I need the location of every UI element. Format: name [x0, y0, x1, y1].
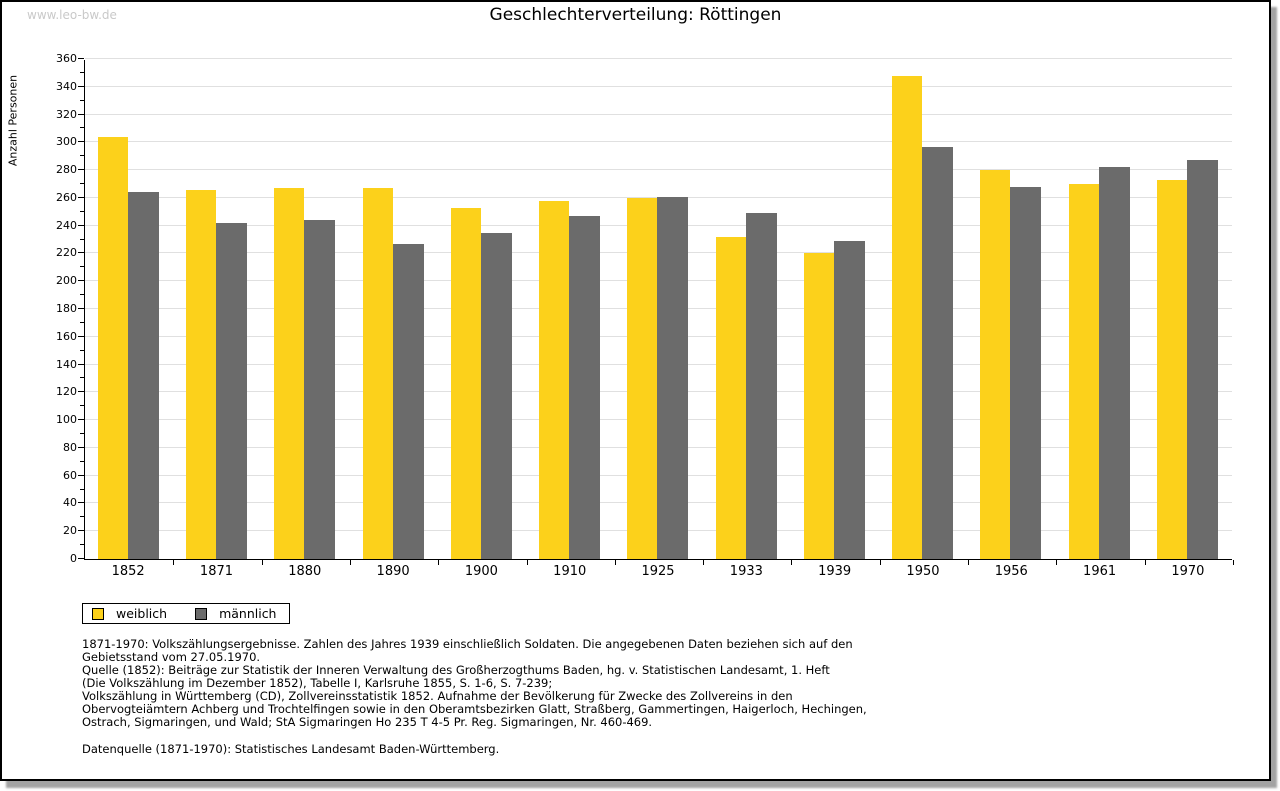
y-tick-label: 180	[56, 302, 77, 315]
bar-group-1933	[703, 60, 791, 559]
bar-weiblich-1925	[627, 198, 657, 559]
gridline	[85, 58, 1232, 59]
y-tick	[78, 197, 84, 198]
y-tick	[80, 461, 84, 462]
y-tick-label: 0	[70, 552, 77, 565]
y-tick	[80, 72, 84, 73]
x-tick-label: 1961	[1083, 564, 1117, 579]
y-tick	[80, 322, 84, 323]
y-tick-label: 220	[56, 246, 77, 260]
bar-weiblich-1880	[274, 188, 304, 559]
y-tick	[78, 475, 84, 476]
x-tick-label: 1956	[994, 564, 1028, 579]
x-axis-labels	[84, 564, 1232, 579]
y-tick-label: 80	[63, 440, 77, 454]
bar-weiblich-1910	[539, 201, 569, 559]
bar-weiblich-1939	[804, 253, 834, 559]
y-tick	[80, 239, 84, 240]
bar-männlich-1961	[1099, 167, 1130, 559]
y-tick	[78, 502, 84, 503]
bar-männlich-1871	[216, 223, 247, 559]
legend-label-maennlich: männlich	[219, 606, 277, 621]
bar-weiblich-1852	[98, 137, 128, 559]
y-tick-label: 240	[56, 218, 77, 232]
bar-group-1880	[261, 60, 349, 559]
x-tick-label: 1890	[376, 564, 410, 579]
y-tick	[78, 447, 84, 448]
footnote-line: (Die Volkszählung im Dezember 1852), Tabelle I, Karlsruhe 1855, S. 1-6, S. 7-239;	[82, 676, 553, 690]
bar-group-1910	[526, 60, 614, 559]
y-tick	[80, 405, 84, 406]
bar-groups	[85, 60, 1232, 559]
y-tick-label: 360	[56, 52, 77, 65]
y-tick	[78, 114, 84, 115]
x-tick-label: 1900	[464, 564, 498, 579]
legend-swatch-maennlich	[195, 608, 207, 620]
y-tick	[80, 100, 84, 101]
bar-group-1871	[173, 60, 261, 559]
bar-männlich-1880	[304, 220, 335, 559]
bar-group-1900	[438, 60, 526, 559]
bar-männlich-1925	[657, 197, 688, 560]
y-tick-label: 40	[63, 496, 77, 510]
y-tick	[78, 364, 84, 365]
x-tick-label: 1950	[906, 564, 940, 579]
bar-weiblich-1950	[892, 76, 922, 559]
bar-männlich-1950	[922, 147, 953, 560]
bar-männlich-1900	[481, 233, 512, 559]
footnote-line: Volkszählung in Württemberg (CD), Zollvereinsstatistik 1852. Aufnahme der Bevölkerung für Zwecke des Zollvereins in den	[82, 689, 793, 703]
y-tick-label: 340	[56, 79, 77, 93]
bar-group-1939	[791, 60, 879, 559]
bar-männlich-1970	[1187, 160, 1218, 559]
y-tick-label: 300	[56, 135, 77, 149]
y-tick	[78, 530, 84, 531]
y-tick-label: 320	[56, 107, 77, 121]
bar-männlich-1956	[1010, 187, 1041, 559]
x-tick-label: 1925	[641, 564, 675, 579]
x-tick	[1233, 560, 1234, 565]
y-tick-label: 60	[63, 468, 77, 482]
x-tick-label: 1880	[288, 564, 322, 579]
x-tick-label: 1910	[553, 564, 587, 579]
bar-weiblich-1961	[1069, 184, 1099, 559]
y-tick	[80, 433, 84, 434]
y-tick	[80, 183, 84, 184]
y-tick	[80, 127, 84, 128]
y-tick	[78, 280, 84, 281]
footnote-line: Obervogteiämtern Achberg und Trochtelfingen sowie in den Oberamtsbezirken Glatt, Straßberg, Gammertingen, Haigerloch, Hechingen,	[82, 702, 867, 716]
y-tick	[78, 58, 84, 59]
x-tick-label: 1933	[729, 564, 763, 579]
y-tick	[80, 294, 84, 295]
bar-group-1890	[350, 60, 438, 559]
legend	[82, 603, 290, 624]
footnote-line: Gebietsstand vom 27.05.1970.	[82, 650, 261, 664]
y-tick	[80, 516, 84, 517]
y-tick	[80, 350, 84, 351]
bar-männlich-1933	[746, 213, 777, 559]
bar-group-1961	[1056, 60, 1144, 559]
y-tick-label: 100	[56, 413, 77, 427]
y-tick	[78, 336, 84, 337]
y-tick-label: 200	[56, 274, 77, 288]
y-axis-title: Anzahl Personen	[6, 74, 20, 167]
bar-weiblich-1890	[363, 188, 393, 559]
bar-weiblich-1956	[980, 170, 1010, 559]
y-tick	[78, 252, 84, 253]
y-tick	[80, 266, 84, 267]
y-tick	[78, 308, 84, 309]
y-tick	[78, 558, 84, 559]
x-tick-label: 1939	[818, 564, 852, 579]
bar-weiblich-1900	[451, 208, 481, 559]
y-tick-label: 160	[56, 329, 77, 343]
data-source-line: Datenquelle (1871-1970): Statistisches Landesamt Baden-Württemberg.	[82, 742, 500, 756]
footnote-line: Quelle (1852): Beiträge zur Statistik der Inneren Verwaltung des Großherzogthums Baden, hg. v. Statistischen Landesamt, 1. Heft	[82, 663, 830, 677]
bar-group-1970	[1144, 60, 1232, 559]
x-tick-label: 1970	[1171, 564, 1205, 579]
y-tick	[78, 169, 84, 170]
bar-männlich-1852	[128, 192, 159, 559]
x-tick-label: 1871	[199, 564, 234, 579]
legend-item-maennlich	[195, 606, 276, 621]
bar-group-1956	[967, 60, 1055, 559]
bar-männlich-1910	[569, 216, 600, 559]
footnotes	[82, 638, 867, 729]
y-tick	[80, 211, 84, 212]
y-tick	[78, 225, 84, 226]
y-tick	[80, 489, 84, 490]
y-tick	[78, 419, 84, 420]
y-tick	[80, 155, 84, 156]
plot-area	[56, 52, 1232, 565]
bar-group-1950	[879, 60, 967, 559]
bar-weiblich-1970	[1157, 180, 1187, 559]
y-tick	[78, 391, 84, 392]
y-tick-label: 140	[56, 357, 77, 371]
x-tick-label: 1852	[111, 564, 145, 579]
legend-label-weiblich: weiblich	[116, 606, 168, 621]
y-tick-label: 280	[56, 163, 77, 177]
bar-männlich-1939	[834, 241, 865, 559]
bar-männlich-1890	[393, 244, 424, 559]
y-tick	[78, 86, 84, 87]
y-tick	[80, 377, 84, 378]
bar-group-1852	[85, 60, 173, 559]
y-tick	[78, 141, 84, 142]
y-tick-label: 260	[56, 190, 77, 204]
bar-weiblich-1871	[186, 190, 216, 559]
y-tick-label: 120	[56, 385, 77, 399]
footnote-line: 1871-1970: Volkszählungsergebnisse. Zahlen des Jahres 1939 einschließlich Soldaten. Die angegebenen Daten beziehen sich auf den	[82, 637, 853, 651]
watermark: www.leo-bw.de	[27, 8, 117, 22]
bar-group-1925	[614, 60, 702, 559]
y-tick	[80, 544, 84, 545]
legend-swatch-weiblich	[92, 608, 104, 620]
chart-title: Geschlechterverteilung: Röttingen	[489, 5, 782, 25]
y-tick-label: 20	[63, 524, 77, 538]
bar-weiblich-1933	[716, 237, 746, 559]
footnote-line: Ostrach, Sigmaringen, und Wald; StA Sigmaringen Ho 235 T 4-5 Pr. Reg. Sigmaringen, Nr. 460-469.	[82, 715, 653, 729]
